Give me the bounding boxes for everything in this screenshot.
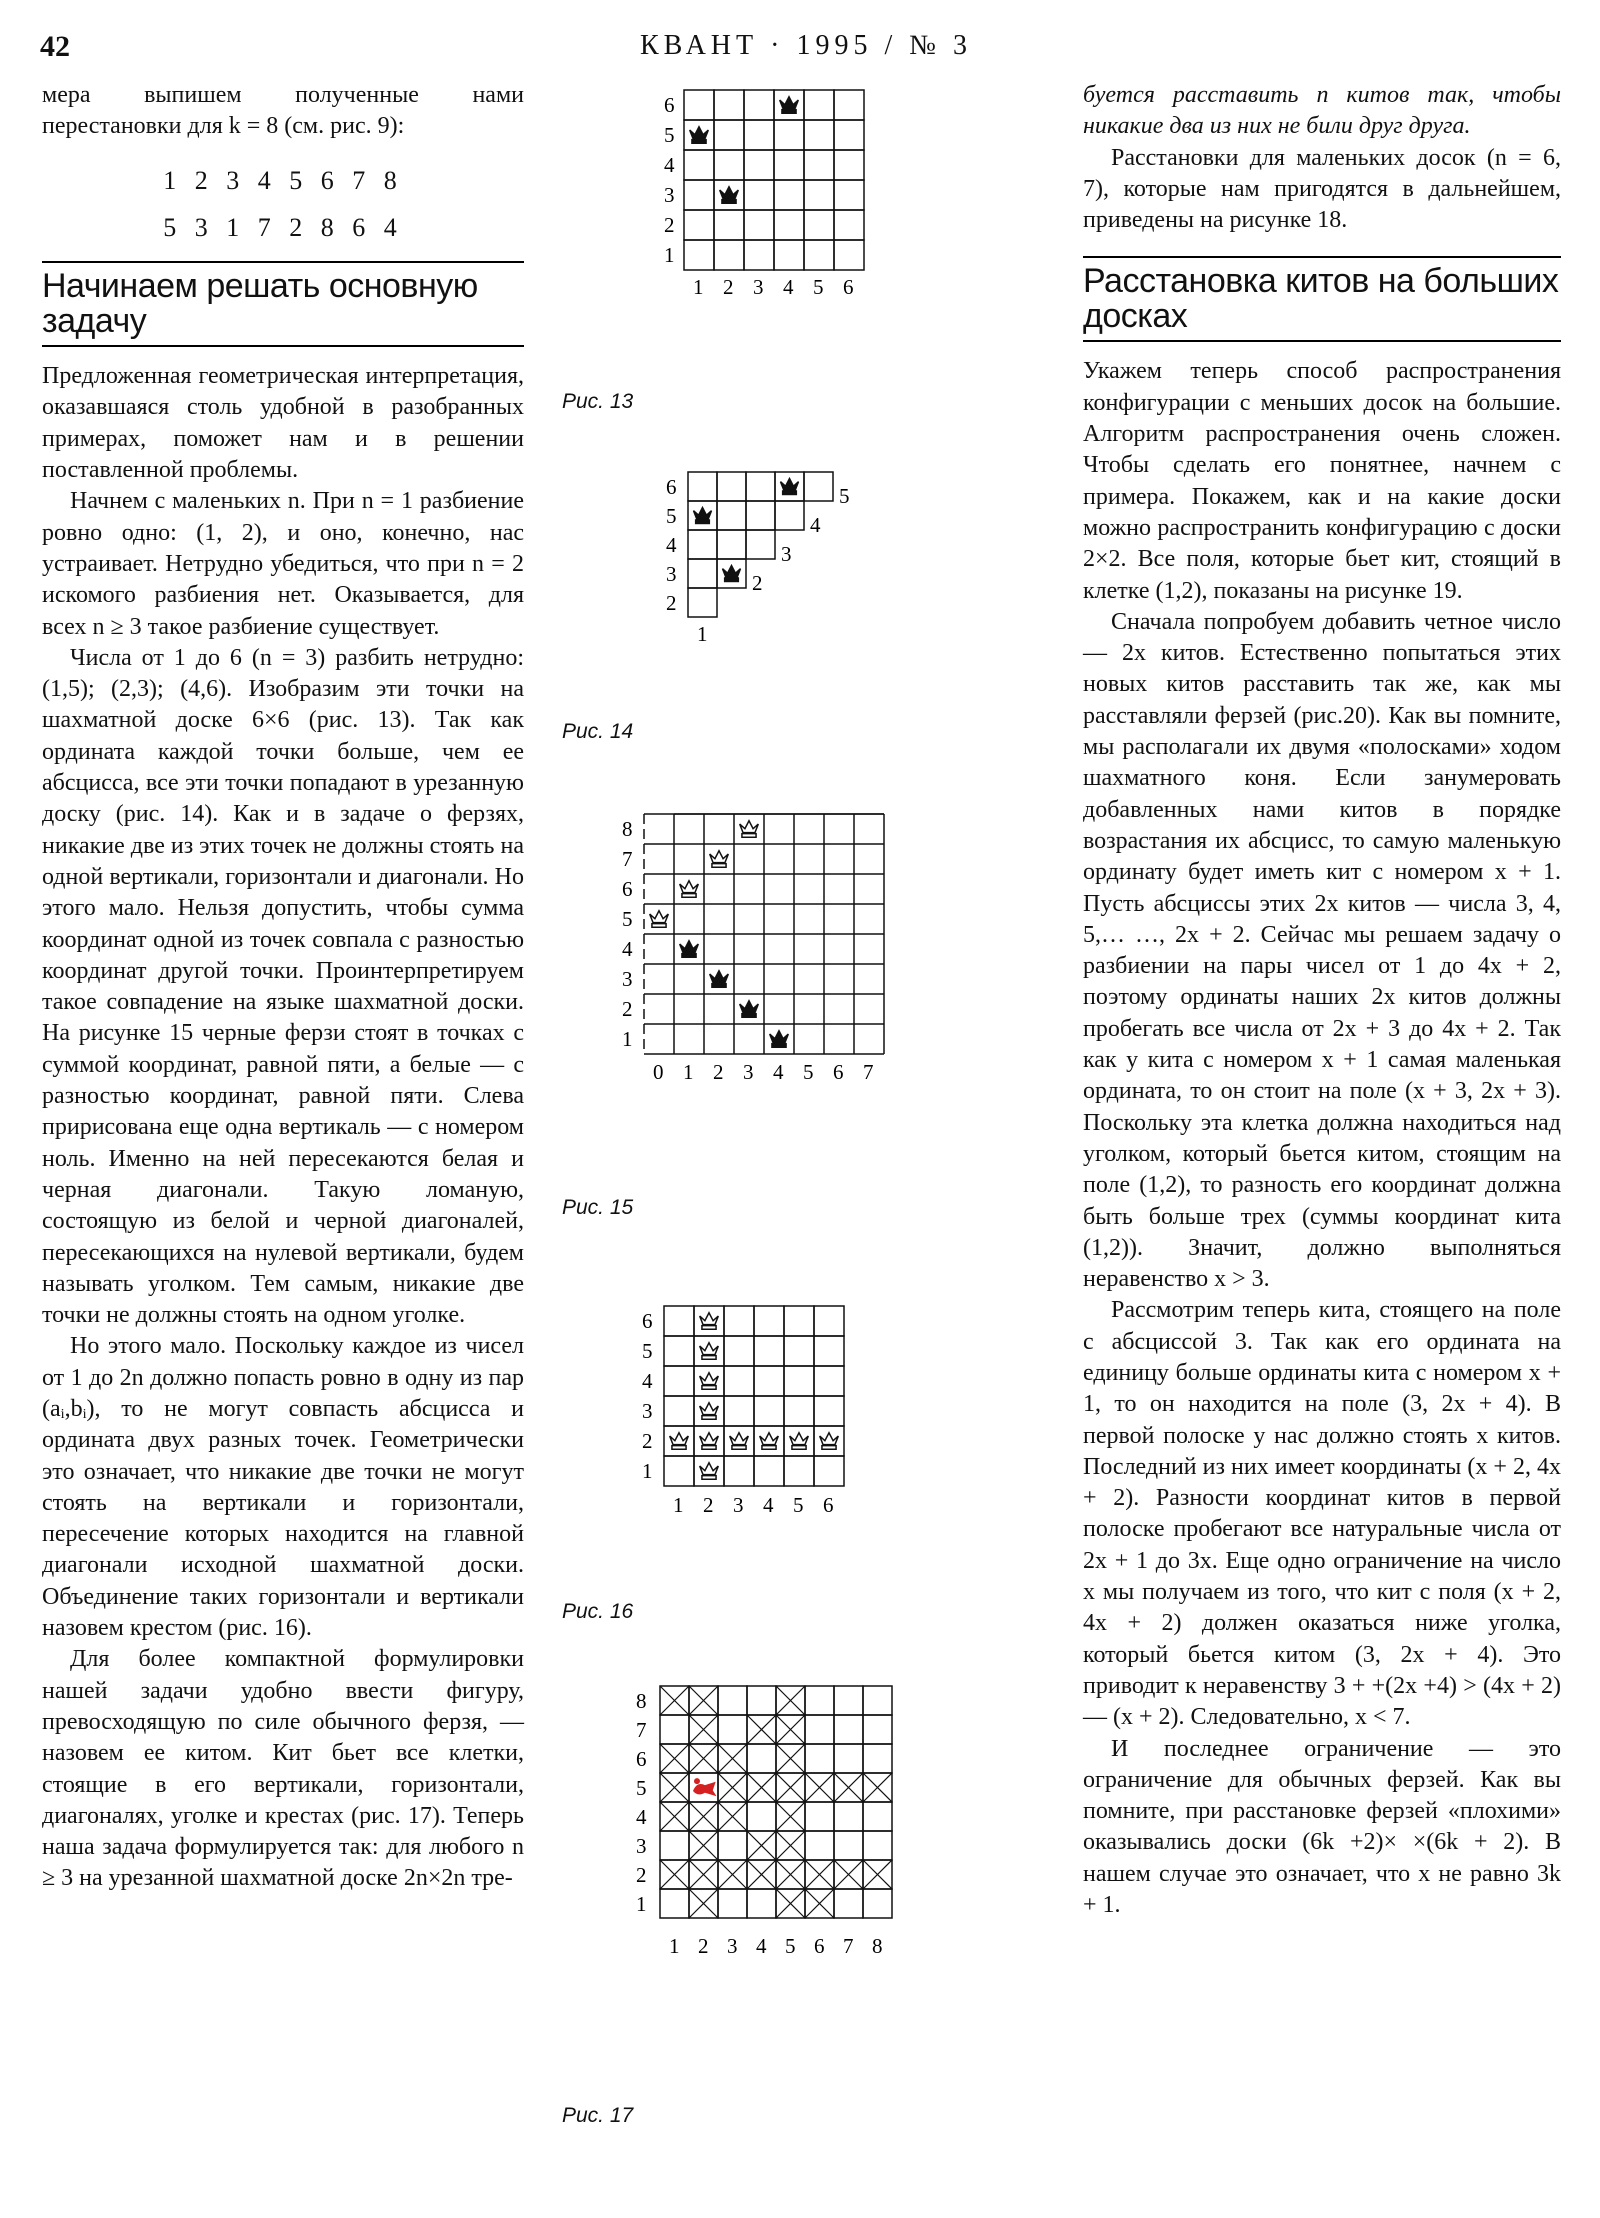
- board-cell: [814, 1306, 844, 1336]
- y-tick-label: 3: [664, 183, 675, 207]
- queen-white: [700, 1403, 719, 1420]
- board-cell: [664, 1306, 694, 1336]
- queen-black: [710, 971, 729, 988]
- queen-white: [700, 1313, 719, 1330]
- board-cell: [714, 120, 744, 150]
- running-title: КВАНТ · 1995 / № 3: [640, 30, 972, 61]
- y-tick-label: 2: [622, 997, 633, 1021]
- y-tick-label: 4: [636, 1805, 647, 1829]
- queen-white: [760, 1433, 779, 1450]
- board-cell: [805, 1802, 834, 1831]
- board-cell: [834, 1831, 863, 1860]
- y-tick-label: 3: [666, 562, 677, 586]
- y-tick-label: 1: [642, 1459, 653, 1483]
- figure-13-caption: Рис. 13: [562, 390, 634, 413]
- board-cell: [805, 1831, 834, 1860]
- figure-15: [560, 806, 980, 1186]
- x-tick-label: 3: [743, 1060, 754, 1084]
- board-cell: [744, 240, 774, 270]
- board-cell: [744, 150, 774, 180]
- x-tick-label: 0: [653, 1060, 664, 1084]
- board-cell: [724, 1456, 754, 1486]
- board-cell: [664, 1366, 694, 1396]
- board-cell: [684, 90, 714, 120]
- x-tick-label: 5: [803, 1060, 814, 1084]
- queen-black: [720, 187, 739, 204]
- board-cell: [754, 1396, 784, 1426]
- paragraph: Начнем с маленьких n. При n = 1 разбиение ровно одно: (1, 2), и оно, конечно, нас устраивает. Нетрудно убедиться, что при n = 2 искомого разбиения нет. Оказывается, для всех n ≥ 3 такое разбиение существует.: [42, 488, 524, 640]
- paragraph: Предложенная геометрическая интерпретация, оказавшаяся столь удобной в разобранных примерах, поможет нам и в решении поставленной проблемы.: [42, 363, 524, 484]
- paragraph: Но этого мало. Поскольку каждое из чисел от 1 до 2n должно попасть ровно в одну из пар (aᵢ,bᵢ), то не могут совпасть абсцисса и ордината двух разных точек. Геометрически это означает, что никакие две точки не могут стоять на вертикали и горизонтали, пересечение которых находится на главной диагонали исходной шахматной доски. Объединение таких горизонтали и вертикали назовем крестом (рис. 16).: [42, 1333, 524, 1642]
- queen-black: [690, 127, 709, 144]
- x-tick-label: 5: [813, 275, 824, 299]
- board-cell: [805, 1686, 834, 1715]
- y-tick-label: 5: [636, 1776, 647, 1800]
- figure-17: [560, 1672, 980, 2062]
- diagonal-label: 4: [810, 513, 821, 537]
- x-tick-label: 1: [669, 1934, 680, 1958]
- y-tick-label: 7: [636, 1718, 647, 1742]
- board-cell: [746, 530, 775, 559]
- paragraph: Рассмотрим теперь кита, стоящего на поле с абсциссой 3. Так как его ордината на единицу больше ординаты кита с номером x + 1, то он находится на поле (3, 2x + 4). В первой полоске у нас должно стоять x китов. Последний из них имеет координаты (x + 2, 4x + 2). Разности координат китов в первой полоске пробегают все натуральные числа от 2x + 1 до 3x. Еще одно ограничение на число x мы получаем из того, что кит с поля (x + 2, 4x + 2) должен оказаться ниже уголка, который бьется китом (3, 2x + 4). Это приводит к неравенству 3 + +(2x +4) > (4x + 2) — (x + 2). Следовательно, x < 7.: [1083, 1297, 1561, 1731]
- board-cell: [814, 1336, 844, 1366]
- board-cell: [834, 1802, 863, 1831]
- left-column: [42, 80, 524, 1895]
- board-cell: [744, 120, 774, 150]
- y-tick-label: 7: [622, 847, 633, 871]
- board-cell: [754, 1306, 784, 1336]
- y-tick-label: 2: [636, 1863, 647, 1887]
- queen-white: [740, 821, 759, 838]
- x-tick-label: 4: [773, 1060, 784, 1084]
- paragraph: Сначала попробуем добавить четное число — 2x китов. Естественно попытаться этих новых китов расставить так же, как мы расставляли ферзей (рис.20). Как вы помните, мы располагали их двумя «полосками» ходом шахматного коня. Если занумеровать добавленных нами китов в порядке возрастания их абсцисс, то самую маленькую ординату будет иметь кит с номером x + 1. Пусть абсциссы этих 2x китов — числа 3, 4, 5,… …, 2x + 2. Сейчас мы решаем задачу о разбиении на пары чисел от 1 до 4x + 2, поэтому ординаты наших 2x китов должны пробегать все числа от 2x + 3 до 4x + 2. Так как у кита с номером x + 1 самая маленькая ордината, то он стоит на поле (x + 3, 2x + 3). Поскольку эта клетка должна находиться над уголком, который бьется китом, стоящим на поле (1,2), то разность его координат должна быть больше трех (суммы координат кита (1,2)). Значит, должно выполняться неравенство x > 3.: [1083, 608, 1561, 1293]
- board-cell: [834, 1889, 863, 1918]
- x-tick-label: 4: [756, 1934, 767, 1958]
- page-number: 42: [40, 30, 70, 63]
- x-tick-label: 6: [814, 1934, 825, 1958]
- board-cell: [714, 90, 744, 120]
- board-cell: [834, 1744, 863, 1773]
- paragraph: Для более компактной формулировки нашей задачи удобно ввести фигуру, превосходящую по силе обычного ферзя, — назовем ее китом. Кит бьет все клетки, стоящие в его вертикали, горизонтали, диагоналях, уголке и крестах (рис. 17). Теперь наша задача формулируется так: для любого n ≥ 3 на урезанной шахматной доске 2n×2n тре-: [42, 1646, 524, 1892]
- paragraph: И последнее ограничение — это ограничение для обычных ферзей. Как вы помните, при расстановке ферзей «плохими» оказывались доски (6k +2)× ×(6k + 2). В нашем случае это означает, что x не равно 3k + 1.: [1083, 1735, 1561, 1919]
- board-cell: [688, 530, 717, 559]
- diagonal-label: 2: [752, 571, 763, 595]
- board-cell: [834, 90, 864, 120]
- board-cell: [834, 1715, 863, 1744]
- board-cell: [688, 588, 717, 617]
- y-tick-label: 1: [636, 1892, 647, 1916]
- y-tick-label: 3: [642, 1399, 653, 1423]
- y-tick-label: 8: [636, 1689, 647, 1713]
- board-cell: [784, 1456, 814, 1486]
- section-heading-1: Начинаем решать основную задачу: [42, 261, 524, 347]
- board-cell: [774, 180, 804, 210]
- board-cell: [660, 1831, 689, 1860]
- board-cell: [660, 1889, 689, 1918]
- x-tick-label: 4: [783, 275, 794, 299]
- board-cell: [834, 210, 864, 240]
- x-tick-label: 2: [703, 1493, 714, 1517]
- y-tick-label: 2: [666, 591, 677, 615]
- x-tick-label: 6: [823, 1493, 834, 1517]
- x-tick-label: 7: [863, 1060, 874, 1084]
- board-cell: [724, 1396, 754, 1426]
- queen-black: [780, 97, 799, 114]
- x-tick-label: 5: [793, 1493, 804, 1517]
- y-tick-label: 1: [622, 1027, 633, 1051]
- x-tick-label: 1: [697, 622, 708, 646]
- queen-white: [650, 911, 669, 928]
- queen-white: [730, 1433, 749, 1450]
- x-tick-label: 3: [753, 275, 764, 299]
- y-tick-label: 5: [664, 123, 675, 147]
- queen-white: [700, 1373, 719, 1390]
- board-cell: [805, 1744, 834, 1773]
- figure-14-caption: Рис. 14: [562, 720, 634, 743]
- x-tick-label: 3: [733, 1493, 744, 1517]
- board-cell: [774, 210, 804, 240]
- y-tick-label: 2: [642, 1429, 653, 1453]
- board-cell: [747, 1889, 776, 1918]
- intro-paragraph: мера выпишем полученные нами перестановки для k = 8 (см. рис. 9):: [42, 82, 524, 140]
- figure-17-caption: Рис. 17: [562, 2104, 634, 2127]
- y-tick-label: 4: [642, 1369, 653, 1393]
- board-cell: [718, 1715, 747, 1744]
- figure-13: [560, 80, 960, 380]
- x-tick-label: 2: [723, 275, 734, 299]
- figure-16-caption: Рис. 16: [562, 1600, 634, 1623]
- x-tick-label: 4: [763, 1493, 774, 1517]
- board-cell: [834, 150, 864, 180]
- board-cell: [784, 1366, 814, 1396]
- queen-white: [700, 1433, 719, 1450]
- board-cell: [754, 1366, 784, 1396]
- queen-white: [700, 1343, 719, 1360]
- permutation-row-1: 1 2 3 4 5 6 7 8: [163, 165, 403, 195]
- x-tick-label: 2: [713, 1060, 724, 1084]
- board-cell: [744, 90, 774, 120]
- y-tick-label: 5: [666, 504, 677, 528]
- y-tick-label: 5: [642, 1339, 653, 1363]
- board-cell: [664, 1336, 694, 1366]
- y-tick-label: 6: [664, 93, 675, 117]
- diagonal-label: 5: [839, 484, 850, 508]
- board-cell: [718, 1686, 747, 1715]
- queen-white: [670, 1433, 689, 1450]
- board-cell: [834, 1686, 863, 1715]
- board-cell: [688, 472, 717, 501]
- board-cell: [746, 501, 775, 530]
- permutation-row-2: 5 3 1 7 2 8 6 4: [163, 212, 403, 242]
- board-cell: [863, 1715, 892, 1744]
- queen-white: [680, 881, 699, 898]
- queen-black: [723, 566, 741, 582]
- paragraph: буется расставить n китов так, чтобы никакие два из них не били друг друга.: [1083, 82, 1561, 140]
- x-tick-label: 1: [673, 1493, 684, 1517]
- board-cell: [863, 1802, 892, 1831]
- whale-icon: [693, 1778, 717, 1796]
- figure-14: [560, 462, 960, 722]
- paragraph: Расстановки для маленьких досок (n = 6, 7), которые нам пригодятся в дальнейшем, приведены на рисунке 18.: [1083, 144, 1561, 234]
- board-cell: [664, 1456, 694, 1486]
- board-cell: [804, 180, 834, 210]
- board-cell: [744, 210, 774, 240]
- paragraph: Укажем теперь способ распространения конфигурации с меньших досок на большие. Алгоритм распространения очень сложен. Чтобы сделать его понятнее, начнем с примера. Покажем, как и на какие доски можно распространить конфигурацию с доски 2×2. Все поля, которые бьет кит, стоящий в клетке (1,2), показаны на рисунке 19.: [1083, 358, 1561, 604]
- y-tick-label: 6: [666, 475, 677, 499]
- figure-16: [560, 1298, 960, 1598]
- board-cell: [774, 240, 804, 270]
- board-cell: [684, 180, 714, 210]
- board-cell: [664, 1396, 694, 1426]
- queen-white: [820, 1433, 839, 1450]
- board-cell: [814, 1456, 844, 1486]
- board-cell: [814, 1396, 844, 1426]
- board-cell: [804, 472, 833, 501]
- board-cell: [804, 120, 834, 150]
- board-cell: [774, 120, 804, 150]
- board-cell: [863, 1831, 892, 1860]
- board-cell: [775, 501, 804, 530]
- paragraph: Числа от 1 до 6 (n = 3) разбить нетрудно: (1,5); (2,3); (4,6). Изобразим эти точки на шахматной доске 6×6 (рис. 13). Так как ордината каждой точки больше, чем ее абсцисса, все эти точки попадают в урезанную доску (рис. 14). Как и в задаче о ферзях, никакие две из этих точек не должны стоять на одной вертикали, горизонтали и диагонали. Но этого мало. Нельзя допустить, чтобы сумма координат одной из точек совпала с разностью координат другой точки. Проинтерпретируем такое совпадение на языке шахматной доски. На рисунке 15 черные ферзи стоят в точках с суммой координат, равной пяти, а белые — с разностью координат, равной пяти. Слева пририсована еще одна вертикаль — с номером ноль. Именно на ней пересекаются белая и черная диагонали. Такую ломаную, состоящую из белой и черной диагоналей, пересекающихся на нулевой вертикали, будем называть уголком. Тем самым, никакие две точки не должны стоять на одном уголке.: [42, 644, 524, 1329]
- y-tick-label: 3: [636, 1834, 647, 1858]
- y-tick-label: 6: [636, 1747, 647, 1771]
- board-cell: [744, 180, 774, 210]
- y-tick-label: 3: [622, 967, 633, 991]
- board-cell: [714, 240, 744, 270]
- x-tick-label: 7: [843, 1934, 854, 1958]
- board-cell: [724, 1336, 754, 1366]
- board-cell: [717, 501, 746, 530]
- board-cell: [784, 1306, 814, 1336]
- board-cell: [863, 1686, 892, 1715]
- board-cell: [784, 1336, 814, 1366]
- queen-black: [781, 479, 799, 495]
- figure-15-caption: Рис. 15: [562, 1196, 634, 1219]
- y-tick-label: 2: [664, 213, 675, 237]
- board-cell: [660, 1715, 689, 1744]
- queen-black: [740, 1001, 759, 1018]
- board-cell: [804, 90, 834, 120]
- board-cell: [718, 1889, 747, 1918]
- board-cell: [754, 1336, 784, 1366]
- y-tick-label: 4: [664, 153, 675, 177]
- y-tick-label: 1: [664, 243, 675, 267]
- x-tick-label: 6: [833, 1060, 844, 1084]
- board-cell: [714, 150, 744, 180]
- board-cell: [747, 1744, 776, 1773]
- board-cell: [717, 472, 746, 501]
- x-tick-label: 1: [683, 1060, 694, 1084]
- board-cell: [804, 150, 834, 180]
- board-cell: [863, 1744, 892, 1773]
- board-cell: [784, 1396, 814, 1426]
- x-tick-label: 3: [727, 1934, 738, 1958]
- queen-black: [770, 1031, 789, 1048]
- queen-white: [710, 851, 729, 868]
- board-cell: [834, 180, 864, 210]
- board-cell: [804, 240, 834, 270]
- board-cell: [684, 210, 714, 240]
- board-cell: [863, 1889, 892, 1918]
- board-cell: [714, 210, 744, 240]
- board-cell: [746, 472, 775, 501]
- board-cell: [684, 150, 714, 180]
- board-cell: [754, 1456, 784, 1486]
- queen-white: [790, 1433, 809, 1450]
- board-cell: [724, 1366, 754, 1396]
- board-cell: [717, 530, 746, 559]
- board-cell: [805, 1715, 834, 1744]
- board-cell: [688, 559, 717, 588]
- board-cell: [814, 1366, 844, 1396]
- x-tick-label: 5: [785, 1934, 796, 1958]
- y-tick-label: 6: [622, 877, 633, 901]
- y-tick-label: 4: [622, 937, 633, 961]
- board-cell: [684, 240, 714, 270]
- board-cell: [834, 120, 864, 150]
- board-cell: [724, 1306, 754, 1336]
- board-cell: [747, 1686, 776, 1715]
- queen-black: [694, 508, 712, 524]
- board-cell: [718, 1831, 747, 1860]
- board-cell: [774, 150, 804, 180]
- right-column: [1083, 80, 1561, 1921]
- section-heading-2: Расстановка китов на больших досках: [1083, 256, 1561, 342]
- y-tick-label: 4: [666, 533, 677, 557]
- y-tick-label: 8: [622, 817, 633, 841]
- board-cell: [804, 210, 834, 240]
- board-cell: [747, 1802, 776, 1831]
- x-tick-label: 6: [843, 275, 854, 299]
- y-tick-label: 5: [622, 907, 633, 931]
- queen-black: [680, 941, 699, 958]
- x-tick-label: 8: [872, 1934, 883, 1958]
- board-cell: [834, 240, 864, 270]
- diagonal-label: 3: [781, 542, 792, 566]
- queen-white: [700, 1463, 719, 1480]
- x-tick-label: 2: [698, 1934, 709, 1958]
- y-tick-label: 6: [642, 1309, 653, 1333]
- x-tick-label: 1: [693, 275, 704, 299]
